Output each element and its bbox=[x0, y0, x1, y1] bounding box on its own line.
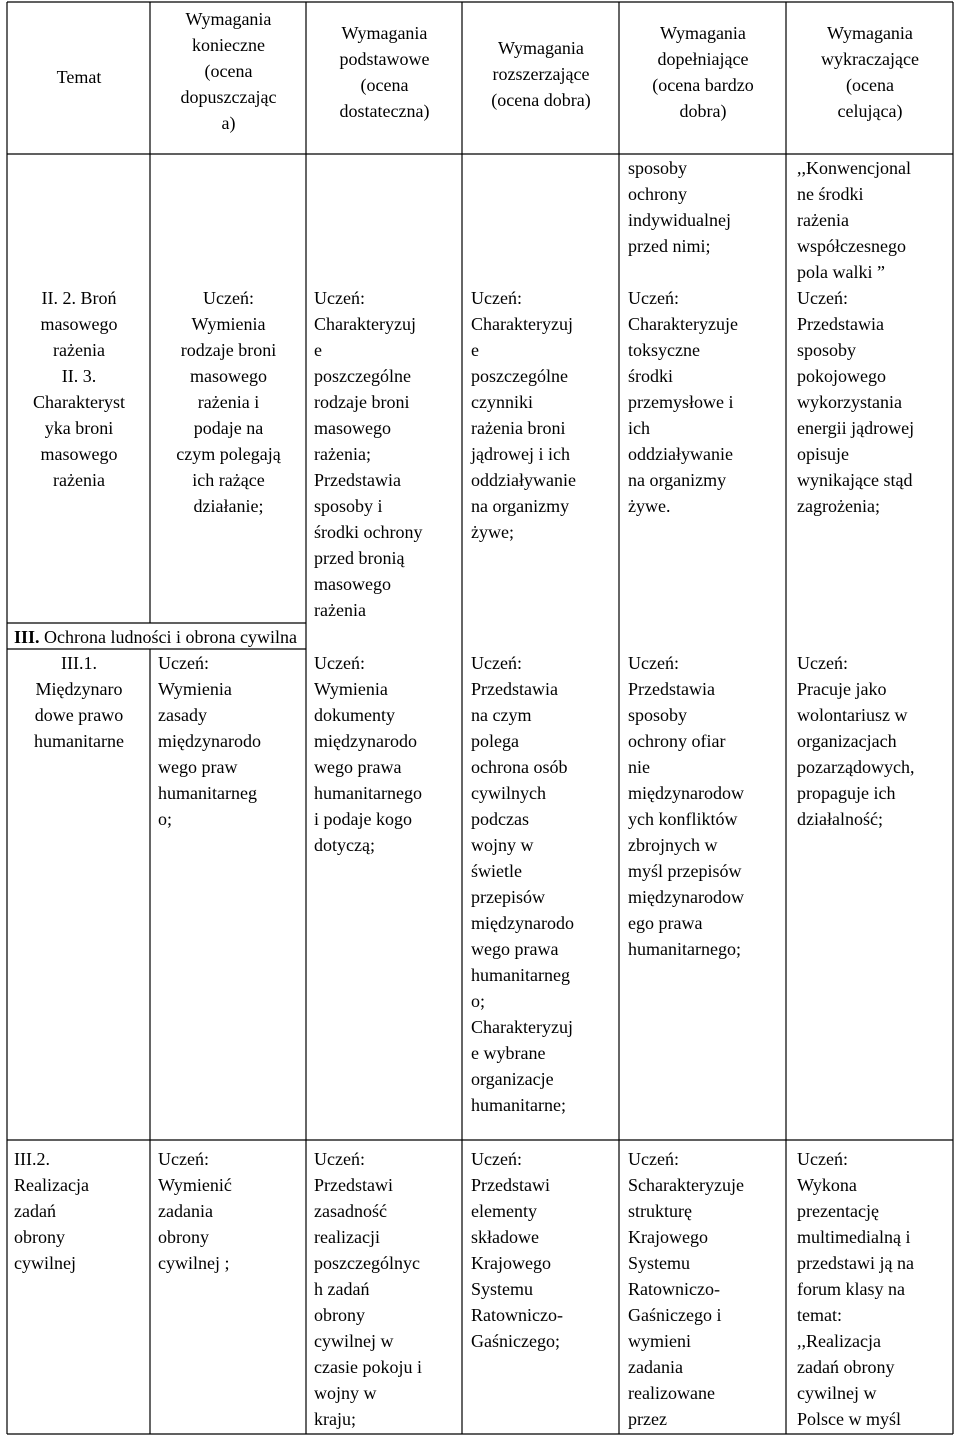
section-number: III. bbox=[14, 627, 40, 647]
row3-topic: III.2. Realizacja zadań obrony cywilnej bbox=[14, 1149, 89, 1273]
row1-dopelniajace-continued: sposoby ochrony indywidualnej przed nimi; bbox=[628, 158, 731, 256]
row3-konieczne: Uczeń: Wymienić zadania obrony cywilnej ; bbox=[158, 1149, 232, 1273]
row2-dopelniajace: Uczeń: Przedstawia sposoby ochrony ofiar nie międzynarodow ych konfliktów zbrojnych w myśl przepisów międzynarodow ego prawa humanitarnego; bbox=[628, 653, 744, 959]
header-dopelniajace: Wymagania dopełniające (ocena bardzo dobra) bbox=[652, 23, 754, 121]
row1-rozszerzajace: Uczeń: Charakteryzuj e poszczególne czynniki rażenia broni jądrowej i ich oddziaływanie na organizmy żywe; bbox=[471, 288, 576, 542]
row2-podstawowe: Uczeń: Wymienia dokumenty międzynarodo wego prawa humanitarnego i podaje kogo dotyczą; bbox=[314, 653, 422, 855]
header-temat: Temat bbox=[56, 67, 102, 87]
row3-podstawowe: Uczeń: Przedstawi zasadność realizacji poszczególnyc h zadań obrony cywilnej w czasie pokoju i wojny w kraju; bbox=[314, 1149, 422, 1429]
row2-wykraczajace: Uczeń: Pracuje jako wolontariusz w organizacjach pozarządowych, propaguje ich działalność; bbox=[797, 653, 915, 829]
row2-topic: III.1. Międzynaro dowe prawo humanitarne bbox=[34, 653, 124, 751]
row1-dopelniajace: Uczeń: Charakteryzuje toksyczne środki przemysłowe i ich oddziaływanie na organizmy żywe. bbox=[628, 288, 738, 516]
row2-konieczne: Uczeń: Wymienia zasady międzynarodo wego praw humanitarneg o; bbox=[158, 653, 261, 829]
header-rozszerzajace: Wymagania rozszerzające (ocena dobra) bbox=[491, 38, 591, 110]
row1-podstawowe: Uczeń: Charakteryzuj e poszczególne rodzaje broni masowego rażenia; Przedstawia sposoby i środki ochrony przed bronią masowego rażenia bbox=[314, 288, 423, 620]
row1-wykraczajace: Uczeń: Przedstawia sposoby pokojowego wykorzystania energii jądrowej opisuje wynikające stąd zagrożenia; bbox=[797, 288, 915, 516]
row1-konieczne: Uczeń: Wymienia rodzaje broni masowego rażenia i podaje na czym polegają ich rażące działanie; bbox=[176, 288, 281, 516]
row2-rozszerzajace: Uczeń: Przedstawia na czym polega ochrona osób cywilnych podczas wojny w świetle przepisów międzynarodo wego prawa humanitarneg o; Charakteryzuj e wybrane organizacje humanitarne; bbox=[471, 653, 574, 1115]
section-heading bbox=[14, 624, 297, 650]
header-konieczne: Wymagania konieczne (ocena dopuszczając a) bbox=[180, 9, 277, 133]
header-podstawowe: Wymagania podstawowe (ocena dostateczna) bbox=[339, 23, 430, 121]
section-title: Ochrona ludności i obrona cywilna bbox=[44, 627, 297, 647]
row3-wykraczajace: Uczeń: Wykona prezentację multimedialną i przedstawi ją na forum klasy na temat: ,,Realizacja zadań obrony cywilnej w Polsce w myśl bbox=[797, 1149, 914, 1429]
header-wykraczajace: Wymagania wykraczające (ocena celująca) bbox=[821, 23, 919, 121]
row1-topic: II. 2. Broń masowego rażenia II. 3. Charakteryst yka broni masowego rażenia bbox=[33, 288, 125, 490]
row3-rozszerzajace: Uczeń: Przedstawi elementy składowe Krajowego Systemu Ratowniczo- Gaśniczego; bbox=[471, 1149, 563, 1351]
row1-wykraczajace-continued: ,,Konwencjonal ne środki rażenia współczesnego pola walki ” bbox=[797, 158, 911, 282]
row3-dopelniajace: Uczeń: Scharakteryzuje strukturę Krajowego Systemu Ratowniczo- Gaśniczego i wymieni zadania realizowane przez bbox=[628, 1149, 744, 1429]
